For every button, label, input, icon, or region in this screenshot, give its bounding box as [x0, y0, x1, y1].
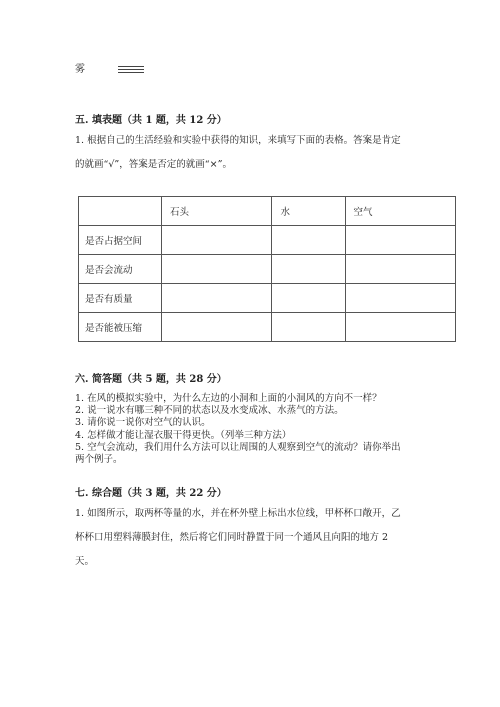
question-line: 天。 [75, 556, 95, 567]
table-row [79, 313, 456, 342]
answer-cell[interactable] [162, 255, 272, 284]
section-7-question-1 [75, 502, 435, 574]
section-5-question-1 [75, 129, 425, 177]
answer-cell[interactable] [272, 284, 345, 313]
column-header-stone: 石头 [162, 197, 272, 226]
list-item: 两个例子。 [75, 454, 123, 466]
row-label: 是否能被压缩 [79, 313, 162, 342]
section-6-questions [75, 393, 435, 466]
table-header-row [79, 197, 456, 226]
section-5-title: 五. 填表题（共 1 题，共 12 分） [75, 115, 227, 126]
question-line: 杯杯口用塑料薄膜封住，然后将它们同时静置于同一个通风且向阳的地方 2 [75, 532, 389, 543]
answer-cell[interactable] [345, 226, 456, 255]
table-row [79, 284, 456, 313]
table-corner-cell [79, 197, 162, 226]
fog-answer-char: 雾 [75, 64, 85, 75]
column-header-water: 水 [272, 197, 345, 226]
section-6-title: 六. 简答题（共 5 题，共 28 分） [75, 374, 227, 385]
row-label: 是否占据空间 [79, 226, 162, 255]
table-row [79, 226, 456, 255]
table-row [79, 255, 456, 284]
answer-cell[interactable] [272, 255, 345, 284]
answer-cell[interactable] [272, 226, 345, 255]
question-line: 1. 根据自己的生活经验和实验中获得的知识，来填写下面的表格。答案是肯定 [75, 135, 401, 146]
question-line: 的就画“√”，答案是否定的就画“×”。 [75, 159, 232, 170]
list-item: 1. 在风的模拟实验中，为什么左边的小洞和上面的小洞风的方向不一样？ [75, 393, 382, 404]
answer-cell[interactable] [162, 313, 272, 342]
list-item: 2. 说一说水有哪三种不同的状态以及水变成冰、水蒸气的方法。 [75, 405, 344, 417]
answer-cell[interactable] [272, 313, 345, 342]
section-7-title: 七. 综合题（共 3 题，共 22 分） [75, 488, 227, 499]
row-label: 是否会流动 [79, 255, 162, 284]
list-item: 4. 怎样做才能让湿衣服干得更快。（列举三种方法） [75, 429, 292, 441]
question-line: 1. 如图所示，取两杯等量的水，并在杯外壁上标出水位线，甲杯杯口敞开，乙 [75, 508, 401, 519]
list-item: 3. 请你说一说你对空气的认识。 [75, 417, 211, 429]
answer-cell[interactable] [162, 284, 272, 313]
fill-in-table [78, 196, 456, 342]
answer-cell[interactable] [345, 313, 456, 342]
answer-cell[interactable] [345, 255, 456, 284]
row-label: 是否有质量 [79, 284, 162, 313]
answer-cell[interactable] [162, 226, 272, 255]
answer-cell[interactable] [345, 284, 456, 313]
list-item: 5. 空气会流动，我们用什么方法可以让周围的人观察到空气的流动？请你举出 [75, 441, 401, 453]
column-header-air: 空气 [345, 197, 456, 226]
answer-blank-lines [118, 66, 144, 75]
